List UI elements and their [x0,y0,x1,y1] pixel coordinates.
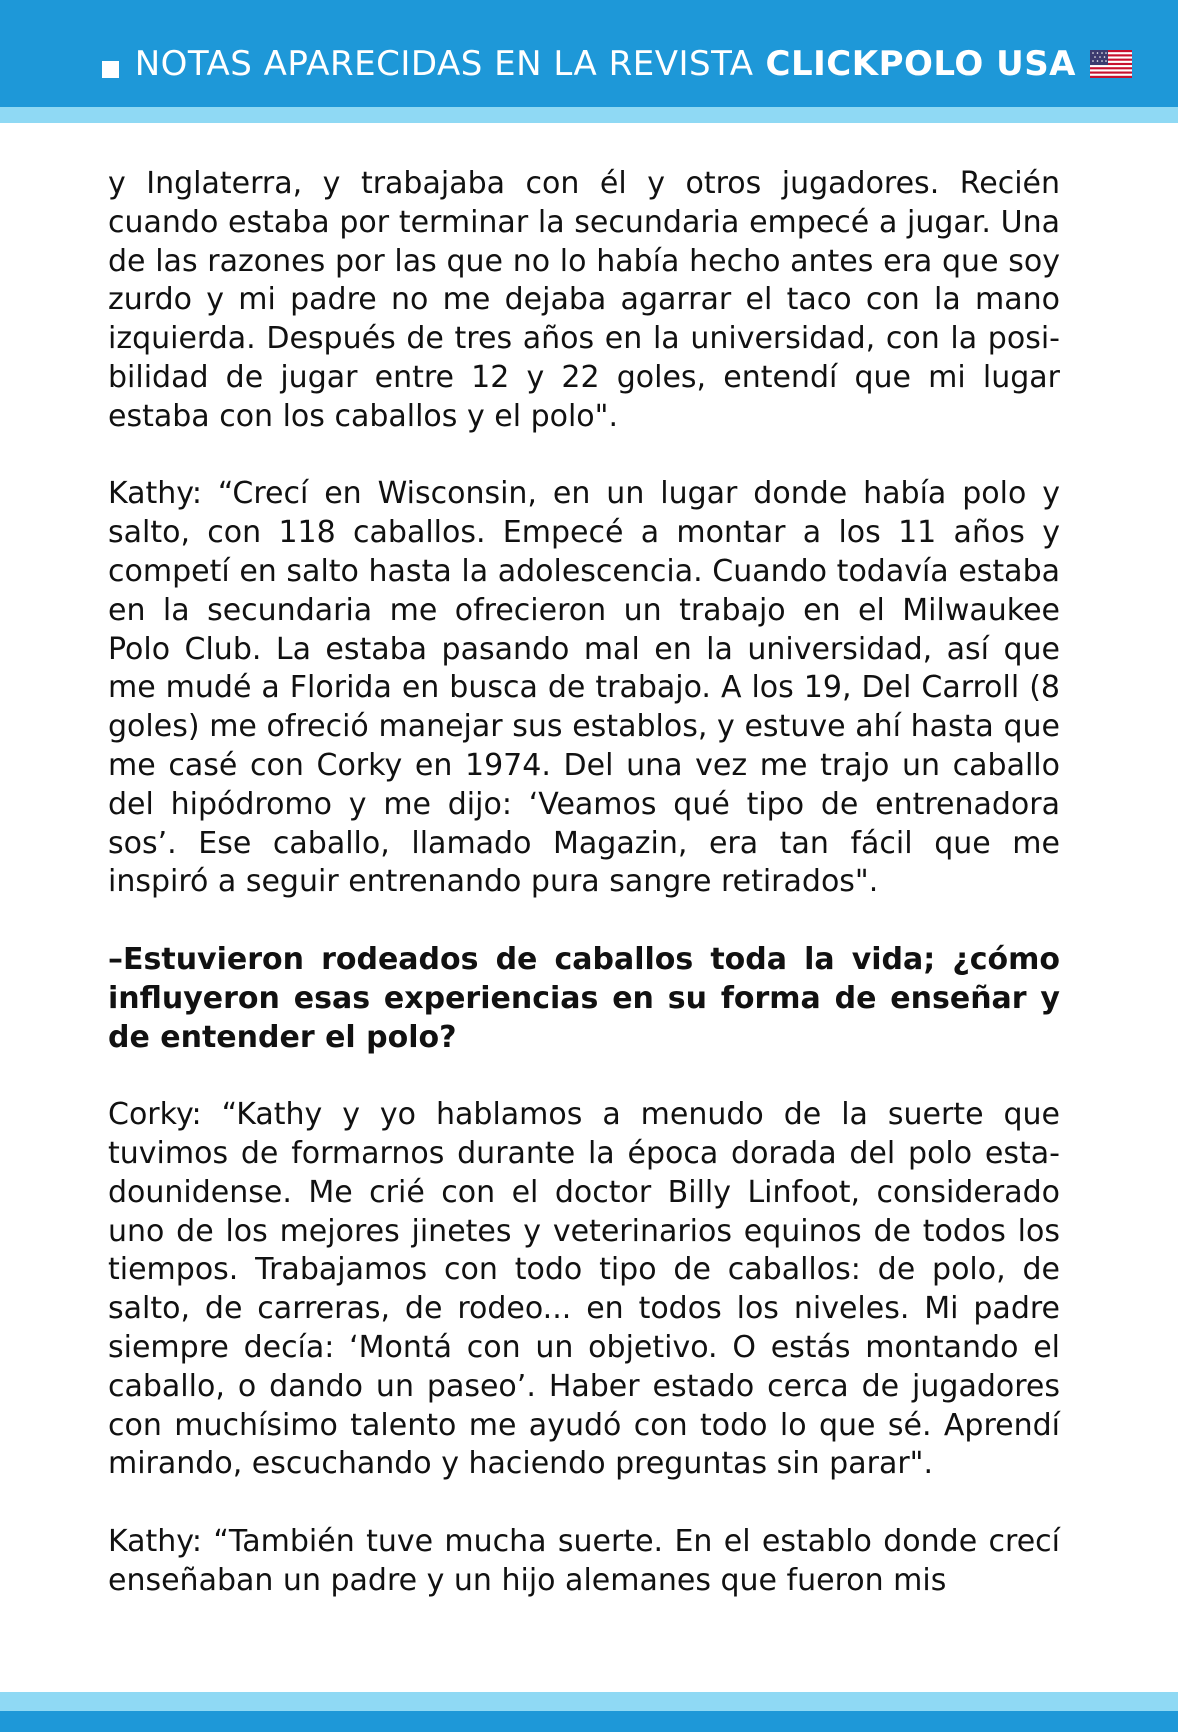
magazine-brand: CLICKPOLO USA [765,44,1076,84]
interview-question: –Estuvieron rodeados de caballos toda la vida; ¿cómo influyeron esas experiencias en su forma de enseñar y de entender el polo? [108,941,1060,1055]
header-title [102,44,1132,84]
header-bar [0,0,1178,107]
footer-bar [0,1711,1178,1732]
paragraph-kathy-answer: Kathy: “Crecí en Wisconsin, en un lugar donde había polo y salto, con 118 caballos. Empecé a montar a los 11 años y competí en salto hasta la adolescencia. Cuando todavía estaba en la secundaria me ofrecieron un trabajo en el Milwaukee Polo Club. La estaba pasando mal en la universidad, así que me mudé a Florida en busca de trabajo. A los 19, Del Carroll (8 goles) me ofreció manejar sus establos, y estuve ahí hasta que me casé con Corky en 1974. Del una vez me trajo un caballo del hipódromo y me dijo: ‘Veamos qué tipo de entrenadora sos’. Ese caballo, llamado Magazin, era tan fácil que me inspiró a seguir entrenando pura sangre retirados". [108,476,1060,900]
paragraph-kathy-answer-2: Kathy: “También tuve mucha suerte. En el establo donde crecí enseñaban un padre y un hijo alemanes que fueron mis [108,1523,1060,1598]
header-prefix: NOTAS APARECIDAS EN LA REVISTA [134,44,754,84]
paragraph-corky-continued: y Inglaterra, y trabajaba con él y otros jugadores. Recién cuando estaba por terminar la secundaria empecé a jugar. Una de las razones por las que no lo había hecho antes era que soy zurdo y mi padre no me dejaba agarrar el taco con la mano izquierda. Después de tres años en la universidad, con la posibilidad de jugar entre 12 y 22 goles, entendí que mi lugar estaba con los caballos y el polo". [108,166,1060,434]
paragraph-corky-answer: Corky: “Kathy y yo hablamos a menudo de la suerte que tuvimos de formarnos durante la época dorada del polo estadounidense. Me crié con el doctor Billy Linfoot, considerado uno de los mejores jinetes y veterinarios equinos de todos los tiempos. Trabajamos con todo tipo de caballos: de polo, de salto, de carreras, de rodeo... en todos los niveles. Mi padre siempre decía: ‘Montá con un objetivo. O estás montando el caballo, o dando un paseo’. Haber estado cerca de jugadores con muchísimo talento me ayudó con todo lo que sé. Aprendí mirando, escuchando y haciendo preguntas sin parar". [108,1097,1060,1482]
article-body [108,165,1060,1600]
square-bullet-icon [102,61,119,78]
us-flag-icon [1090,50,1132,78]
header-stripe [0,107,1178,123]
footer-stripe [0,1692,1178,1711]
